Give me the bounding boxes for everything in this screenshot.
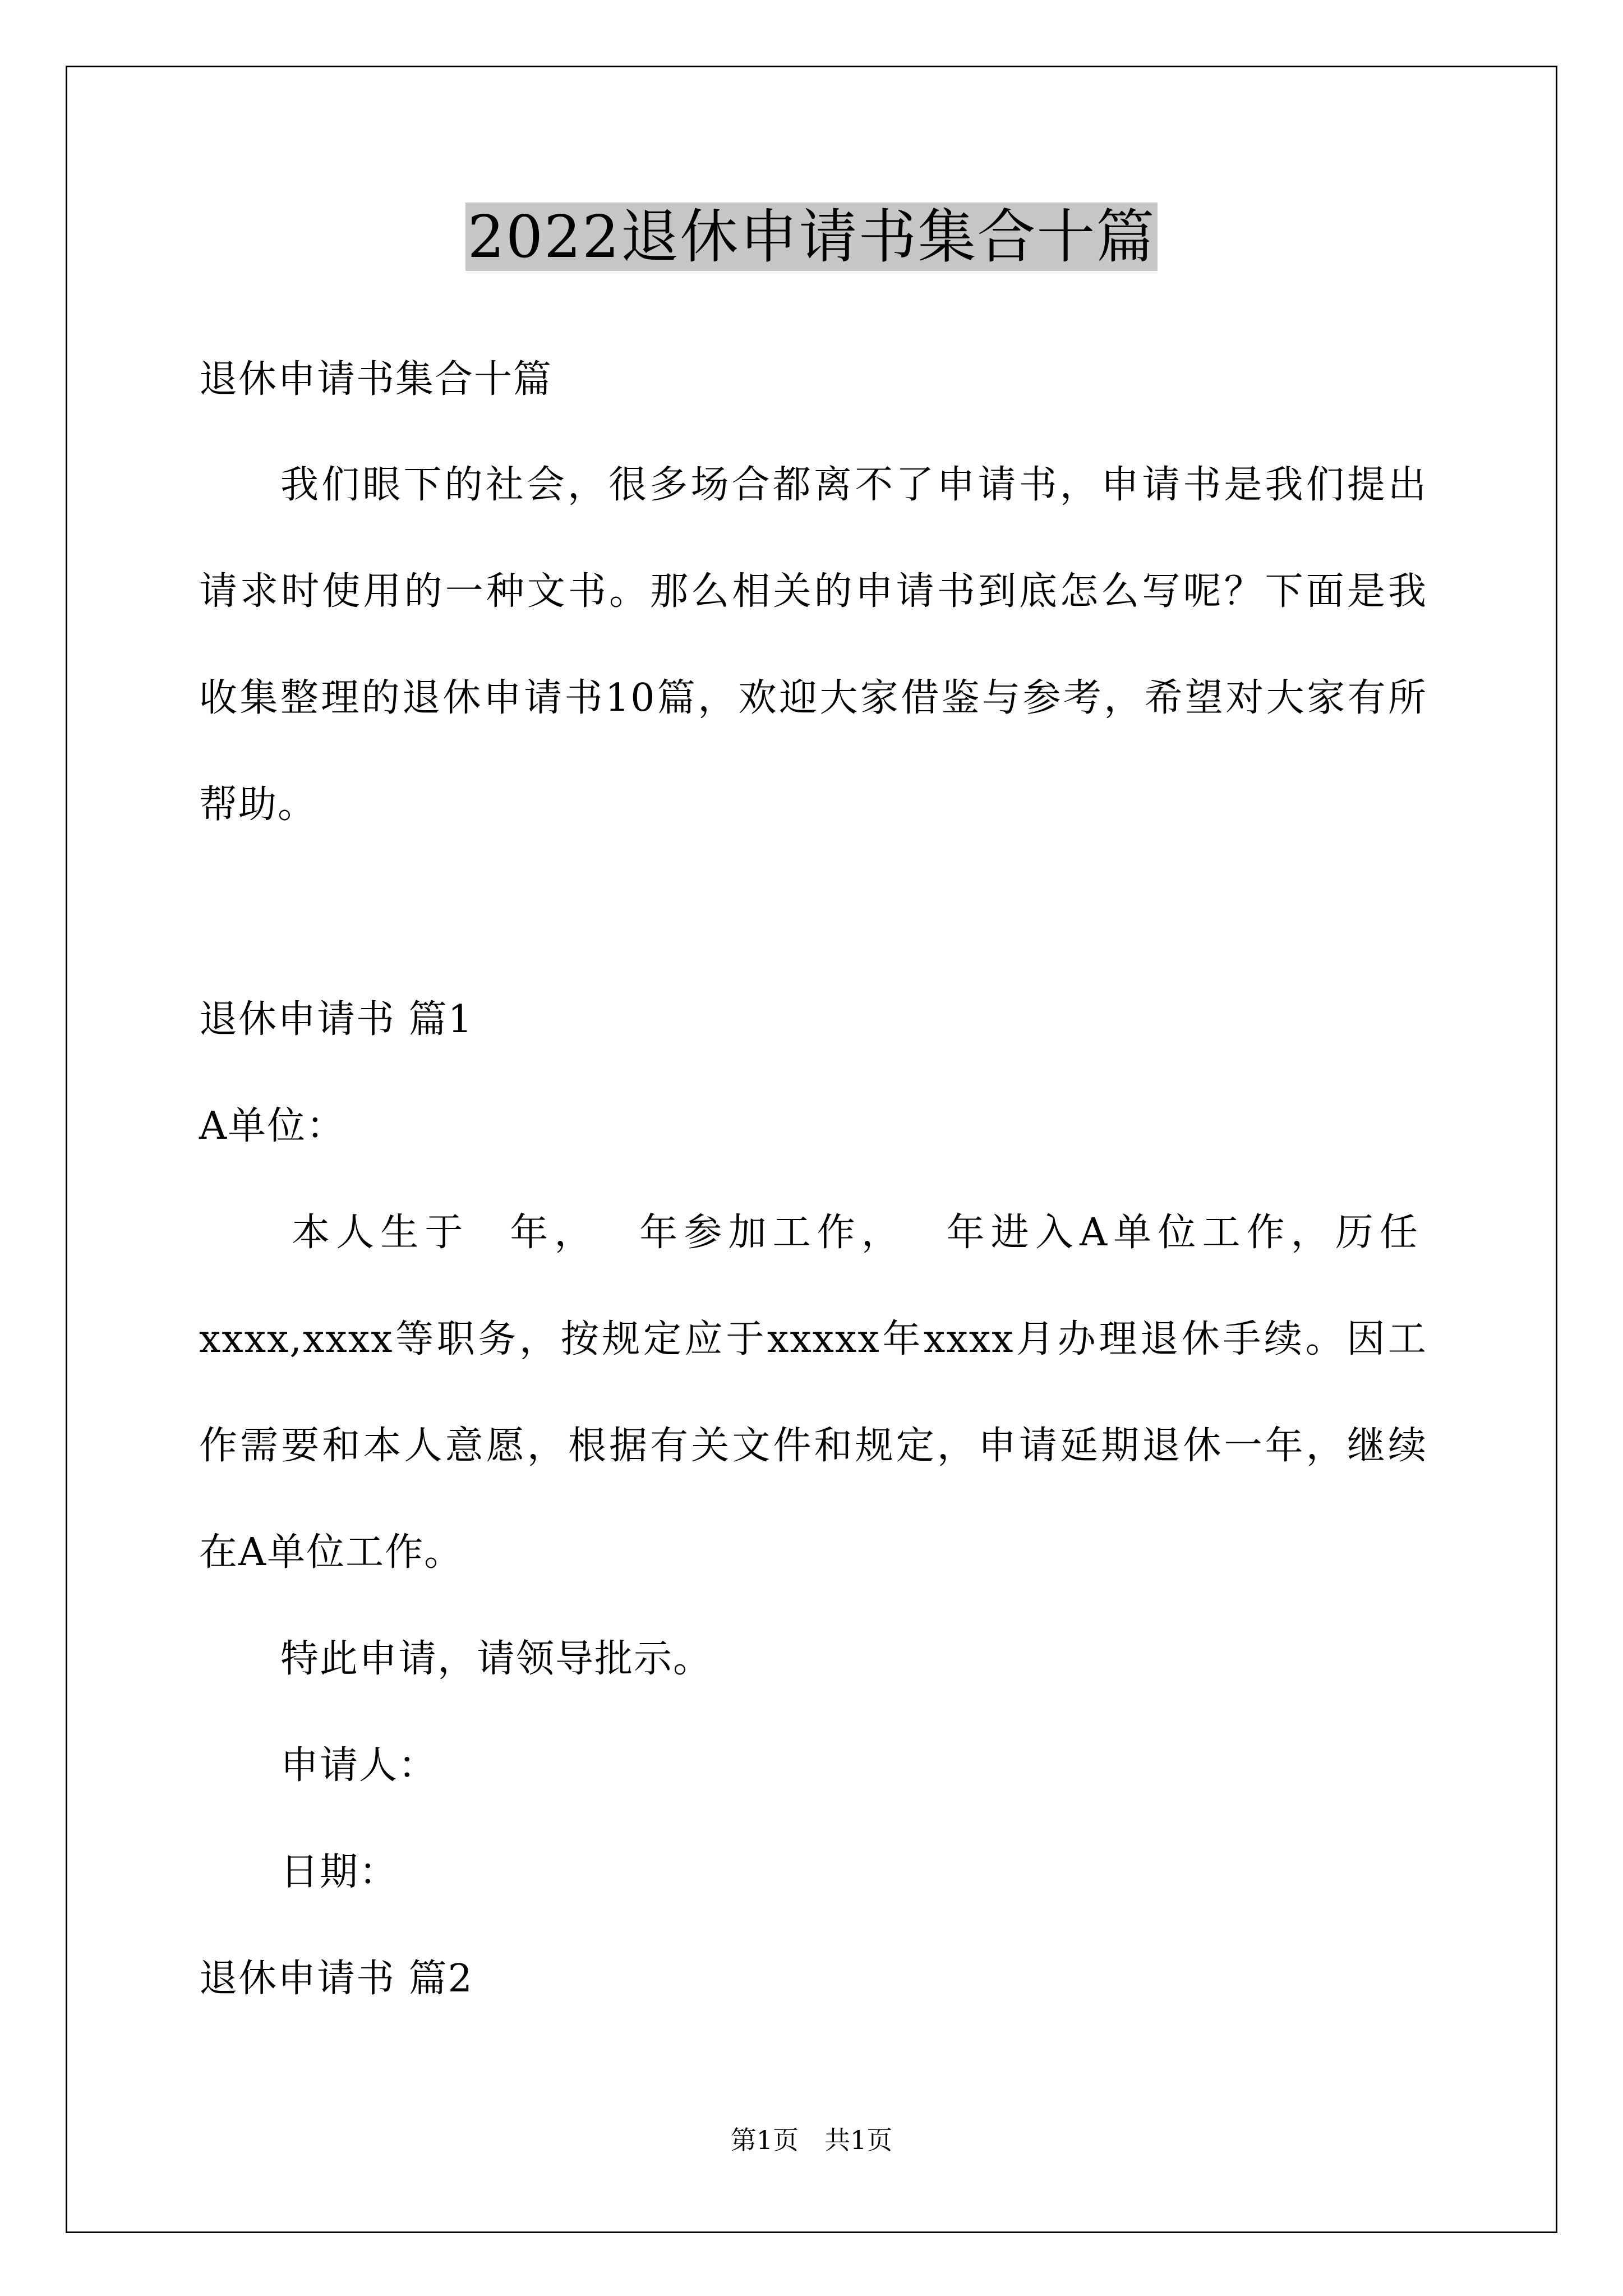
intro-line-4: 帮助。	[199, 783, 317, 827]
document-title	[0, 197, 1623, 276]
intro-line-3: 收集整理的退休申请书10篇，欢迎大家借鉴与参考，希望对大家有所	[199, 676, 1427, 720]
applicant-line: 申请人：	[280, 1743, 438, 1788]
body-line-1: 本人生于 年， 年参加工作， 年进入A单位工作，历任	[292, 1211, 1419, 1255]
addressee: A单位：	[199, 1104, 346, 1148]
subtitle-line: 退休申请书集合十篇	[199, 357, 553, 402]
section-heading-1: 退休申请书 篇1	[199, 997, 473, 1042]
body-line-4: 在A单位工作。	[199, 1530, 464, 1575]
body-line-3: 作需要和本人意愿，根据有关文件和规定，申请延期退休一年，继续	[199, 1424, 1427, 1468]
date-line: 日期：	[280, 1850, 399, 1894]
body-line-2: xxxx,xxxx等职务，按规定应于xxxxx年xxxx月办理退休手续。因工	[199, 1317, 1427, 1361]
section-heading-2: 退休申请书 篇2	[199, 1957, 473, 2001]
intro-line-2: 请求时使用的一种文书。那么相关的申请书到底怎么写呢？下面是我	[199, 569, 1427, 614]
page-footer: 第1页 共1页	[730, 2125, 893, 2155]
intro-line-1: 我们眼下的社会，很多场合都离不了申请书，申请书是我们提出	[280, 463, 1427, 507]
document-title-text: 2022退休申请书集合十篇	[465, 203, 1158, 271]
closing-line: 特此申请，请领导批示。	[280, 1637, 713, 1681]
